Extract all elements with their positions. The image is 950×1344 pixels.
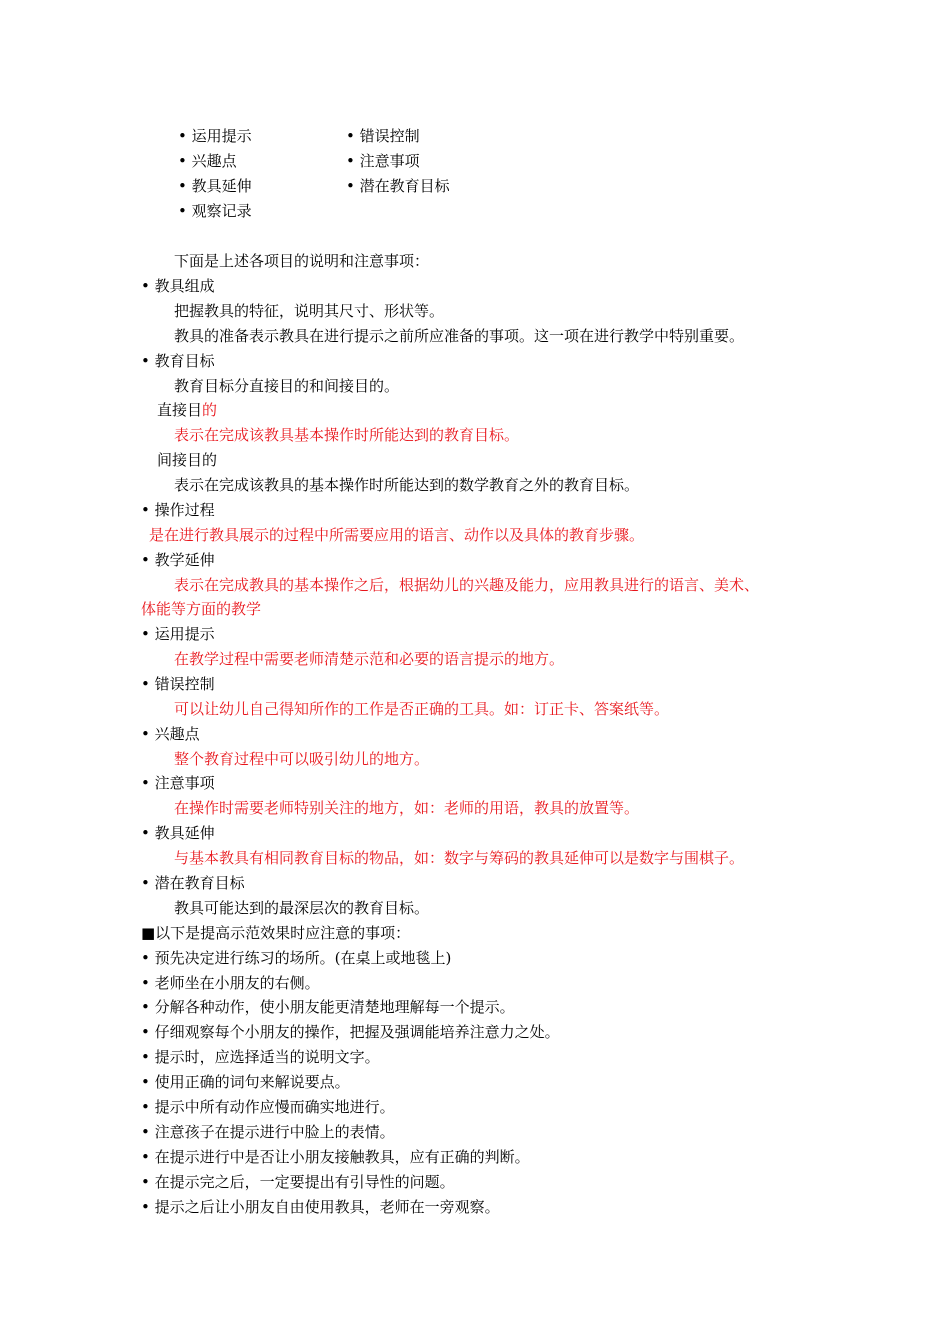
section-heading: • 错误控制 bbox=[141, 675, 215, 693]
section-heading: • 运用提示 bbox=[141, 625, 215, 643]
list-item: • 预先决定进行练习的场所。(在桌上或地毯上) bbox=[141, 949, 452, 967]
highlight-paragraph: 表示在完成教具的基本操作之后，根据幼儿的兴趣及能力，应用教具进行的语言、美术、 bbox=[174, 576, 760, 594]
top-list-item: • 潜在教育目标 bbox=[346, 177, 450, 195]
list-item: • 使用正确的词句来解说要点。 bbox=[141, 1073, 350, 1091]
top-list-item: • 观察记录 bbox=[178, 202, 252, 220]
list-item: • 老师坐在小朋友的右侧。 bbox=[141, 974, 320, 992]
highlight-paragraph: 表示在完成该教具基本操作时所能达到的教育目标。 bbox=[174, 426, 520, 444]
list-item: • 提示中所有动作应慢而确实地进行。 bbox=[141, 1098, 395, 1116]
highlight-paragraph: 是在进行教具展示的过程中所需要应用的语言、动作以及具体的教育步骤。 bbox=[149, 526, 645, 544]
section-paragraph: 教育目标分直接目的和间接目的。 bbox=[174, 377, 400, 395]
list-item: • 在提示完之后，一定要提出有引导性的问题。 bbox=[141, 1173, 455, 1191]
highlight-paragraph: 在操作时需要老师特别关注的地方，如：老师的用语，教具的放置等。 bbox=[174, 799, 640, 817]
top-list-item: • 注意事项 bbox=[346, 152, 420, 170]
section-heading: • 教育目标 bbox=[141, 352, 215, 370]
demo-tips-heading: ■以下是提高示范效果时应注意的事项： bbox=[141, 924, 411, 942]
highlight-paragraph: 整个教育过程中可以吸引幼儿的地方。 bbox=[174, 750, 430, 768]
top-list-item: • 错误控制 bbox=[346, 127, 420, 145]
section-paragraph: 把握教具的特征，说明其尺寸、形状等。 bbox=[174, 302, 445, 320]
list-item: • 在提示进行中是否让小朋友接触教具，应有正确的判断。 bbox=[141, 1148, 530, 1166]
section-heading: • 兴趣点 bbox=[141, 725, 200, 743]
highlight-paragraph: 体能等方面的教学 bbox=[141, 600, 262, 618]
top-list-item: • 教具延伸 bbox=[178, 177, 252, 195]
section-paragraph: 教具的准备表示教具在进行提示之前所应准备的事项。这一项在进行教学中特别重要。 bbox=[174, 327, 745, 345]
highlight-paragraph: 在教学过程中需要老师清楚示范和必要的语言提示的地方。 bbox=[174, 650, 565, 668]
top-list-item: • 运用提示 bbox=[178, 127, 252, 145]
section-paragraph: 表示在完成该教具的基本操作时所能达到的数学教育之外的教育目标。 bbox=[174, 476, 640, 494]
section-heading: • 教具组成 bbox=[141, 277, 215, 295]
top-list-item: • 兴趣点 bbox=[178, 152, 237, 170]
section-heading: • 教具延伸 bbox=[141, 824, 215, 842]
subheading-direct-goal: 直接目的 bbox=[157, 401, 218, 419]
subheading-indirect-goal: 间接目的 bbox=[157, 451, 218, 469]
list-item: • 注意孩子在提示进行中脸上的表情。 bbox=[141, 1123, 395, 1141]
section-paragraph: 教具可能达到的最深层次的教育目标。 bbox=[174, 899, 430, 917]
section-heading: • 教学延伸 bbox=[141, 551, 215, 569]
highlight-paragraph: 可以让幼儿自己得知所作的工作是否正确的工具。如：订正卡、答案纸等。 bbox=[174, 700, 670, 718]
list-item: • 提示时，应选择适当的说明文字。 bbox=[141, 1048, 380, 1066]
section-heading: • 注意事项 bbox=[141, 774, 215, 792]
section-heading: • 潜在教育目标 bbox=[141, 874, 245, 892]
list-item: • 分解各种动作，使小朋友能更清楚地理解每一个提示。 bbox=[141, 998, 515, 1016]
highlight-paragraph: 与基本教具有相同教育目标的物品，如：数字与筹码的教具延伸可以是数字与围棋子。 bbox=[174, 849, 745, 867]
list-item: • 仔细观察每个小朋友的操作，把握及强调能培养注意力之处。 bbox=[141, 1023, 560, 1041]
list-item: • 提示之后让小朋友自由使用教具，老师在一旁观察。 bbox=[141, 1198, 500, 1216]
intro-paragraph: 下面是上述各项目的说明和注意事项： bbox=[174, 252, 430, 270]
section-heading: • 操作过程 bbox=[141, 501, 215, 519]
